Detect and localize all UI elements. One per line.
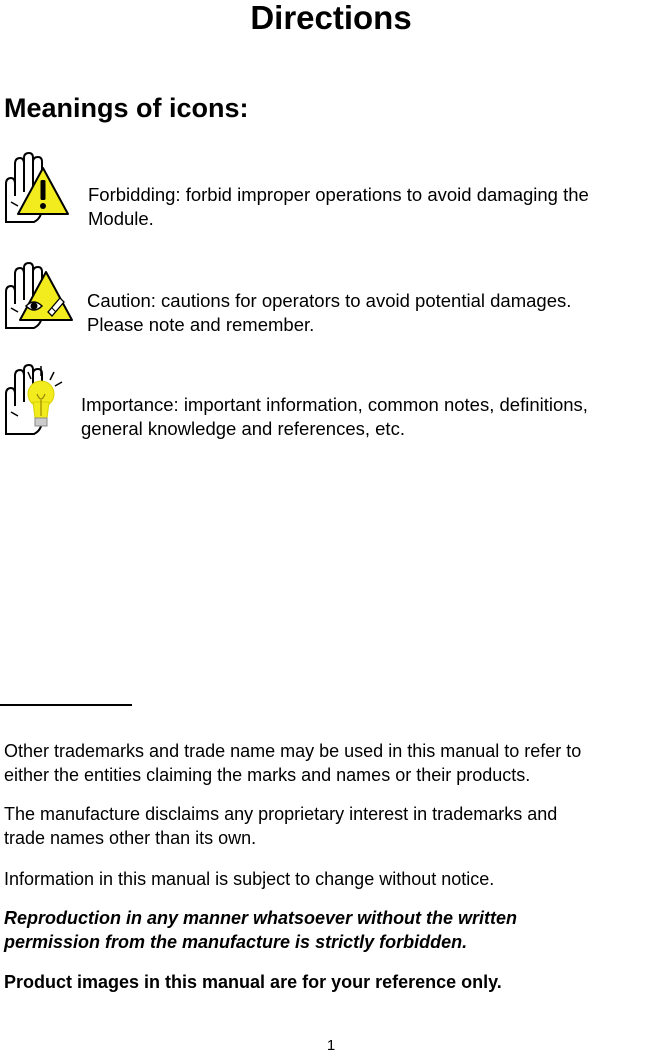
paragraph-line: permission from the manufacture is strictly forbidden. <box>4 932 468 952</box>
icon-description-line: Importance: important information, common notes, definitions, <box>81 394 588 415</box>
hand-warning-icon <box>0 152 75 224</box>
paragraph-line: Other trademarks and trade name may be used in this manual to refer to <box>4 741 582 761</box>
trademarks-paragraph <box>4 739 660 787</box>
icon-description-line: general knowledge and references, etc. <box>81 418 405 439</box>
icon-description <box>88 183 589 231</box>
disclaimer-paragraph <box>4 802 660 850</box>
product-images-notice: Product images in this manual are for your reference only. <box>4 972 502 992</box>
page-number: 1 <box>326 1037 336 1054</box>
icon-description-line: Module. <box>88 208 154 229</box>
icon-row-caution <box>0 262 662 342</box>
icon-description-line: Caution: cautions for operators to avoid potential damages. <box>87 290 572 311</box>
section-heading: Meanings of icons: <box>4 93 249 123</box>
footnote-divider <box>0 704 132 706</box>
page-title: Directions <box>250 0 412 36</box>
icon-description-line: Please note and remember. <box>87 314 315 335</box>
change-notice: Information in this manual is subject to change without notice. <box>4 869 495 889</box>
paragraph-line: Reproduction in any manner whatsoever without the written <box>4 908 518 928</box>
reproduction-notice <box>4 906 660 954</box>
paragraph-line: The manufacture disclaims any proprietary interest in trademarks and <box>4 804 558 824</box>
icon-description <box>81 393 588 441</box>
icon-description <box>87 289 571 337</box>
icon-row-forbidding <box>0 152 662 232</box>
paragraph-line: either the entities claiming the marks and names or their products. <box>4 765 531 785</box>
paragraph-line: trade names other than its own. <box>4 828 257 848</box>
hand-lightbulb-icon <box>0 364 75 436</box>
icon-row-importance <box>0 364 662 444</box>
icon-description-line: Forbidding: forbid improper operations to avoid damaging the <box>88 184 589 205</box>
hand-caution-eye-icon <box>0 262 75 334</box>
